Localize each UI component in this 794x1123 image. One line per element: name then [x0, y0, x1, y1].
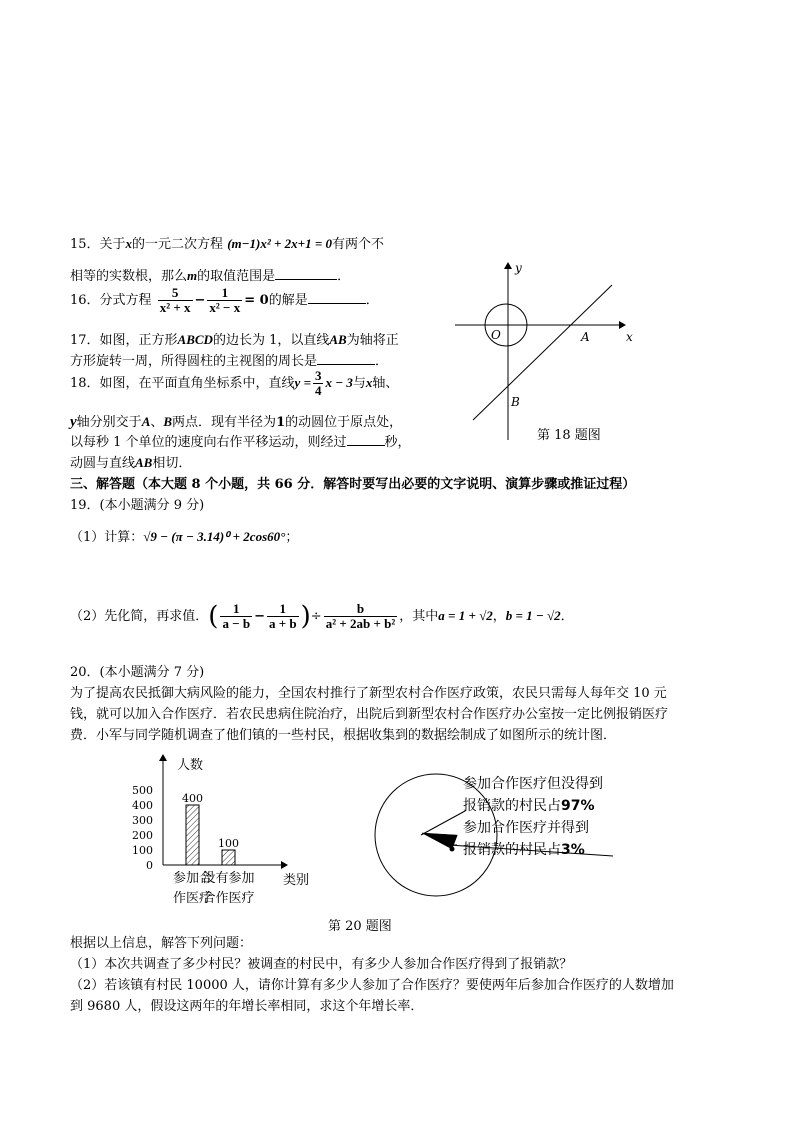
q20-subquestion-1: （1）本次共调查了多少村民？被调查的村民中，有多少人参加合作医疗得到了报销款？	[70, 957, 573, 972]
var-x: x	[365, 375, 373, 390]
numerator: b	[324, 602, 398, 617]
q19-part1	[70, 526, 298, 545]
period: ．	[560, 609, 574, 624]
q19-text: （1）计算：	[70, 530, 144, 545]
q20-title: 20．(本小题满分 7 分)	[70, 665, 205, 680]
var-ab: AB	[329, 332, 347, 347]
separator: 、	[150, 415, 164, 430]
category-label: 没有参加	[202, 871, 255, 886]
minus-sign: −	[194, 293, 206, 308]
q17-line2	[70, 350, 388, 369]
q18-text: 轴、	[372, 376, 399, 391]
origin-label: O	[491, 328, 501, 342]
category-label: 参加合	[172, 871, 213, 886]
y-tick-label: 0	[146, 859, 153, 872]
answer-blank	[275, 267, 337, 280]
q15-text: 的一元二次方程	[132, 237, 224, 252]
q18-text: 的动圆位于原点处，	[285, 415, 403, 430]
period: ．	[337, 269, 351, 284]
q18-text: 相切．	[152, 456, 192, 471]
pie-pct-97: 97%	[561, 798, 595, 814]
pie-label-line: 参加合作医疗但没得到	[463, 776, 603, 792]
q17-text: 方形旋转一周，所得圆柱的主视图的周长是	[70, 354, 318, 369]
q15-line2	[70, 265, 350, 284]
y-tick-label: 100	[132, 844, 153, 857]
line-ab	[473, 285, 612, 420]
denominator: x² − x	[209, 300, 241, 315]
q18-text: 18．如图，在平面直角坐标系中，直线	[70, 376, 295, 391]
q15-text: 的取值范围是	[197, 269, 276, 284]
period: ．	[365, 293, 379, 308]
pie-slice-3-tip	[450, 847, 455, 852]
figure-18	[440, 255, 660, 445]
q18-expr: x − 3	[325, 375, 353, 390]
q19-text: （2）先化简，再求值．	[70, 609, 209, 624]
figure-20-caption: 第 20 题图	[328, 919, 392, 934]
bar-chart-xlabel: 类别	[283, 873, 310, 888]
paren-open: (	[208, 601, 219, 632]
denominator: a − b	[222, 616, 251, 631]
q18-line3	[70, 431, 411, 450]
bar-chart	[125, 750, 320, 910]
q17-text: 为轴将正	[346, 333, 399, 348]
answer-blank	[347, 433, 385, 446]
q15-line1	[70, 233, 384, 252]
q20-paragraph-line: 为了提高农民抵御大病风险的能力，全国农村推行了新型农村合作医疗政策，农民只需每人每年交 10 元	[70, 686, 667, 701]
x-axis-label: x	[626, 330, 633, 344]
q19-title: 19．(本小题满分 9 分)	[70, 498, 205, 513]
q15-equation: (m−1)x² + 2x+1 = 0	[227, 236, 332, 251]
answer-blank	[308, 291, 366, 304]
bar-chart-ylabel: 人数	[177, 758, 204, 773]
q16-text: 的解是	[268, 293, 308, 308]
q17-text: 17．如图，正方形	[70, 333, 178, 348]
pie-label-line: 报销款的村民占	[463, 842, 561, 858]
q20-paragraph-line: 费．小军与同学随机调查了他们镇的一些村民，根据收集到的数据绘制成了如图所示的统计图．	[70, 728, 617, 743]
divide-sign: ÷	[310, 609, 322, 624]
q15-text: 相等的实数根，那么	[70, 269, 188, 284]
y-tick-label: 400	[132, 799, 153, 812]
q20-paragraph-line: 钱，就可以加入合作医疗．若农民患病住院治疗，出院后到新型农村合作医疗办公室按一定比例报销医疗	[70, 707, 669, 722]
y-axis-label: y	[515, 261, 522, 275]
bar-data-label: 100	[218, 837, 239, 850]
var-y: y	[70, 414, 77, 430]
q16-line	[70, 286, 379, 315]
q18-text: 秒，	[384, 435, 411, 450]
y-equals: y =	[294, 375, 311, 390]
leader-line-97	[421, 811, 465, 835]
denominator: x² + x	[159, 300, 191, 315]
q18-text: 以每秒 1 个单位的速度向右作平移运动，则经过	[70, 435, 347, 450]
bar-data-label: 400	[182, 792, 203, 805]
q19-part2	[70, 602, 574, 631]
q18-line4	[70, 452, 191, 471]
var-ab: AB	[135, 455, 153, 470]
q19-text: ，其中	[399, 609, 439, 624]
q19-fraction-3	[324, 602, 398, 631]
denominator: 4	[314, 383, 322, 398]
q17-line1	[70, 329, 399, 348]
var-abcd: ABCD	[177, 332, 213, 347]
a-value: a = 1 + √2	[438, 608, 493, 623]
denominator: a + b	[268, 616, 297, 631]
point-b-label: B	[511, 395, 520, 409]
q20-subquestion-2: （2）若该镇有村民 10000 人，请你计算有多少人参加了合作医疗？要使两年后参加合作医疗的人数增加	[70, 978, 674, 993]
category-label: 合作医疗	[202, 891, 255, 906]
q17-text: 的边长为 1，以直线	[212, 333, 330, 348]
q19-fraction-2	[267, 602, 299, 631]
answer-blank	[317, 352, 375, 365]
q18-line2	[70, 411, 402, 431]
q18-line1	[70, 369, 398, 398]
y-tick-label: 300	[132, 814, 153, 827]
q15-text: 有两个不	[331, 237, 384, 252]
y-tick-label: 200	[132, 829, 153, 842]
pie-label-3	[463, 817, 589, 861]
point-a-label: A	[581, 330, 590, 344]
q16-fraction-1	[158, 286, 193, 315]
q16-fraction-2	[207, 286, 242, 315]
q18-text: 与	[352, 376, 366, 391]
q18-fraction	[313, 369, 324, 398]
section-heading: 三、解答题（本大题 8 个小题，共 66 分．解答时要写出必要的文字说明、演算步骤或推证过程）	[70, 477, 636, 492]
q18-text: 动圆与直线	[70, 456, 136, 471]
q16-text: 16．分式方程	[70, 293, 152, 308]
category-label: 作医疗	[172, 891, 213, 906]
numerator: 1	[207, 286, 242, 301]
q19-fraction-1	[220, 602, 252, 631]
q20-subquestion-2-cont: 到 9680 人，假设这两年的年增长率相同，求这个年增长率．	[70, 999, 424, 1014]
pie-label-line: 报销款的村民占	[463, 798, 561, 814]
one: 1	[276, 415, 286, 430]
minus-sign: −	[254, 609, 265, 624]
numerator: 3	[314, 368, 322, 383]
pie-pct-3: 3%	[561, 842, 585, 858]
q15-text: 15．关于	[70, 237, 126, 252]
var-a: A	[141, 414, 151, 429]
semicolon: ；	[285, 530, 299, 545]
period: ．	[375, 354, 389, 369]
y-tick-label: 500	[132, 784, 153, 797]
numerator: 5	[158, 286, 193, 301]
var-m: m	[187, 268, 198, 283]
equals-zero: = 0	[244, 293, 269, 308]
paren-close: )	[300, 601, 311, 632]
numerator: 1	[220, 602, 252, 617]
q18-text: 两点．现有半径为	[172, 415, 277, 430]
numerator: 1	[267, 602, 299, 617]
q19-expression: √9 − (π − 3.14)⁰ + 2cos60°	[143, 529, 286, 544]
bar	[186, 805, 199, 865]
b-value: b = 1 − √2	[505, 608, 561, 623]
bar	[222, 850, 235, 865]
figure-18-caption: 第 18 题图	[537, 428, 601, 443]
var-b: B	[163, 414, 173, 429]
pie-label-line: 参加合作医疗并得到	[463, 820, 589, 836]
comma: ，	[492, 609, 506, 624]
pie-label-97	[463, 773, 603, 817]
var-x: x	[125, 236, 133, 251]
q20-intro: 根据以上信息，解答下列问题：	[70, 936, 253, 951]
q18-text: 轴分别交于	[76, 415, 142, 430]
denominator: a² + 2ab + b²	[325, 616, 396, 631]
